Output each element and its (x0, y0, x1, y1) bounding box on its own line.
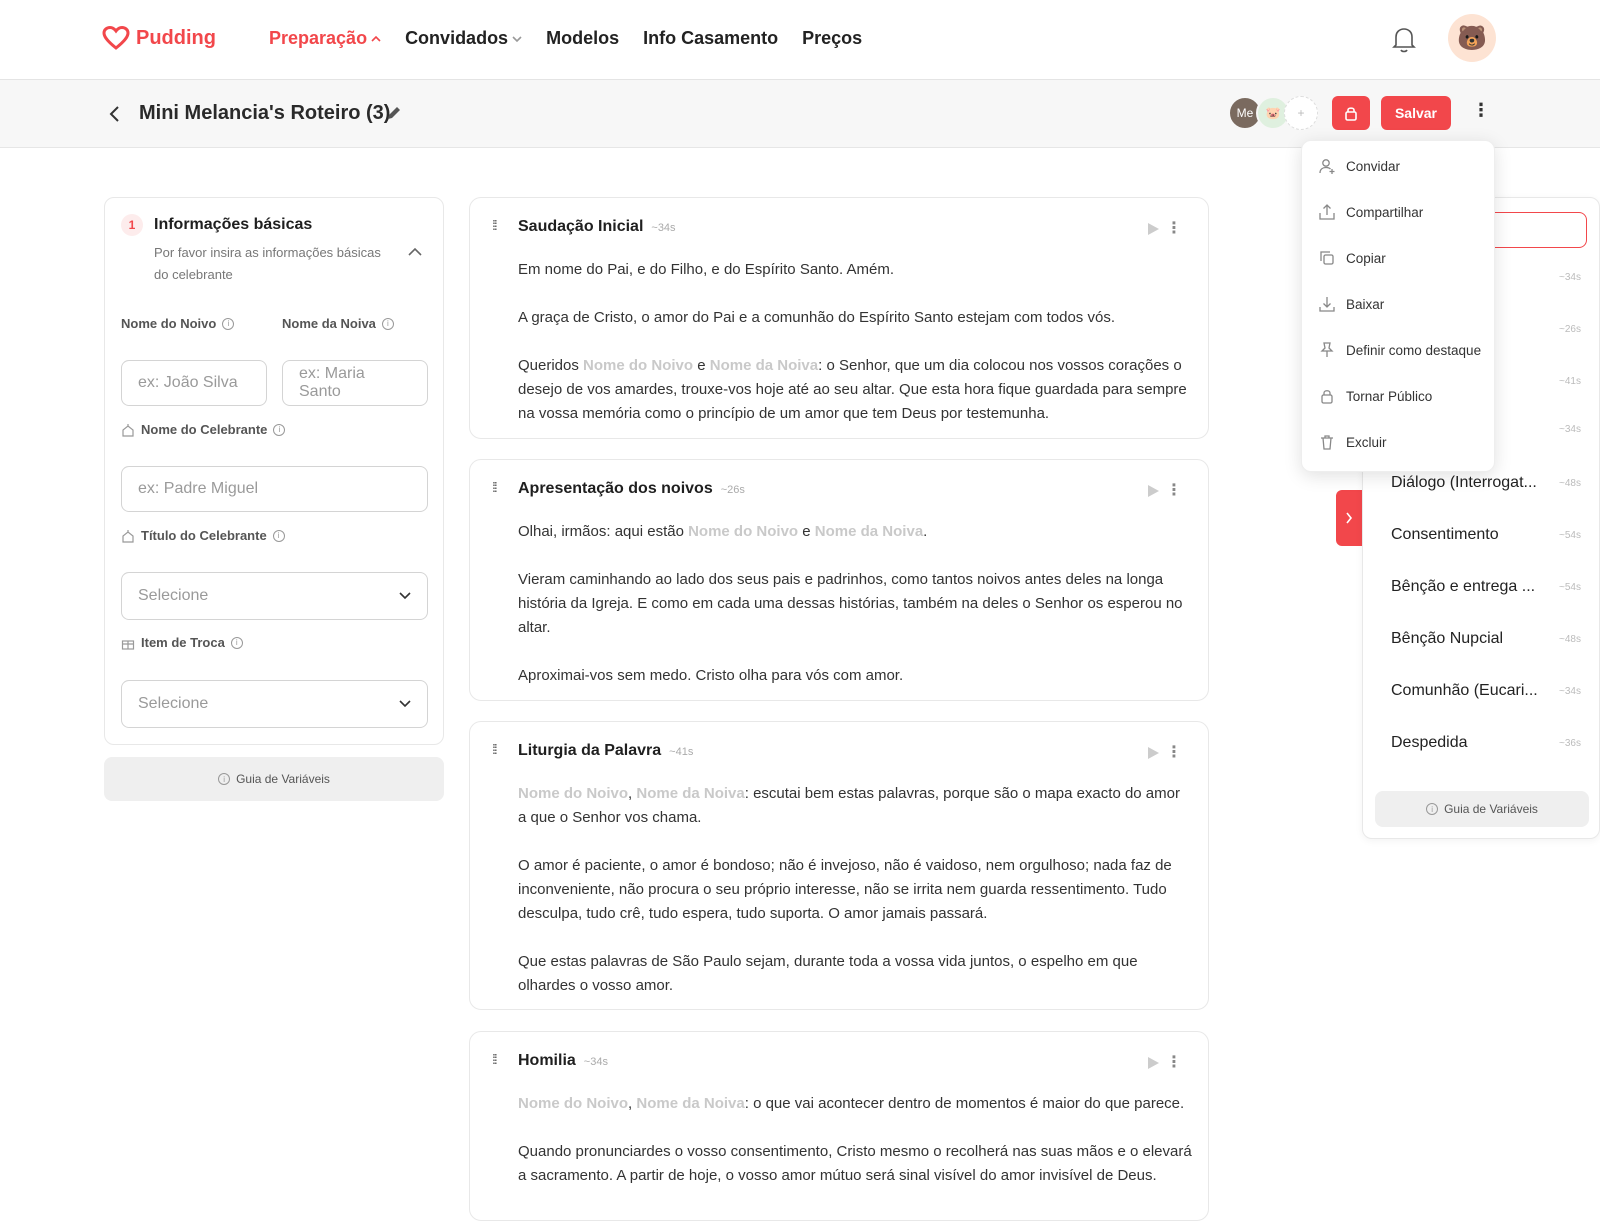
menu-label: Compartilhar (1346, 204, 1424, 220)
basic-info-card (104, 197, 444, 745)
outline-item[interactable] (1391, 578, 1581, 596)
outline-duration: ~41s (1559, 375, 1581, 387)
lock-button[interactable] (1332, 96, 1370, 130)
section-description: Por favor insira as informações básicas do celebrante (154, 245, 381, 282)
outline-label: Bênção e entrega ... (1391, 578, 1536, 595)
menu-item-compartilhar[interactable] (1318, 203, 1423, 221)
drag-handle-icon[interactable]: ⁞⁞ (492, 741, 496, 757)
main-nav (269, 28, 862, 49)
drag-handle-icon[interactable]: ⁞⁞ (492, 1051, 496, 1067)
variable-groom[interactable]: Nome do Noivo (583, 357, 694, 374)
variables-guide-button[interactable] (1375, 791, 1589, 827)
lock-icon (1344, 105, 1358, 121)
save-button[interactable]: Salvar (1381, 96, 1451, 130)
options-dropdown-menu (1301, 140, 1495, 472)
drag-handle-icon[interactable]: ⁞⁞ (492, 479, 496, 495)
menu-item-baixar[interactable] (1318, 295, 1384, 313)
section-title: Saudação Inicial (518, 218, 644, 235)
outline-item[interactable] (1391, 526, 1581, 544)
share-icon (1318, 203, 1336, 221)
info-icon[interactable]: i (273, 530, 285, 542)
trash-icon (1318, 433, 1336, 451)
section-header (518, 218, 676, 236)
edit-pencil-icon[interactable] (386, 105, 402, 126)
paragraph: Que estas palavras de São Paulo sejam, durante toda a vossa vida juntos, o espelho em que olhardes o vosso amor. (518, 953, 1138, 994)
paragraph: Em nome do Pai, e do Filho, e do Espírito Santo. Amém. (518, 261, 895, 278)
nav-info-casamento[interactable]: Info Casamento (643, 28, 779, 48)
outline-label: Despedida (1391, 734, 1468, 751)
nav-modelos[interactable]: Modelos (546, 28, 620, 48)
bell-icon[interactable] (1390, 24, 1418, 59)
user-avatar[interactable] (1448, 14, 1496, 62)
section-duration: ~34s (651, 222, 676, 234)
select-value: Selecione (138, 587, 209, 604)
user-plus-icon (1318, 157, 1336, 175)
text: , (628, 1095, 637, 1112)
document-title: Mini Melancia's Roteiro (3) (139, 102, 391, 124)
groom-label (121, 316, 234, 331)
add-collaborator-button[interactable]: + (1284, 96, 1318, 130)
drag-handle-icon[interactable]: ⁞⁞ (492, 217, 496, 233)
variable-bride[interactable]: Nome da Noiva (636, 1095, 745, 1112)
outline-duration: ~48s (1559, 633, 1581, 645)
paragraph: Vieram caminhando ao lado dos seus pais e padrinhos, como tantos noivos antes deles na longa história da Igreja. E como em cada uma dessas histórias, também na deles o Senhor os esperou no altar. (518, 571, 1183, 636)
section-title: Informações básicas (154, 216, 313, 233)
more-options-icon[interactable]: ⋮ (1166, 220, 1182, 237)
menu-item-convidar[interactable] (1318, 157, 1400, 175)
menu-item-tornar-publico[interactable] (1318, 387, 1432, 405)
collaborator-me[interactable]: Me (1228, 96, 1262, 130)
paragraph (518, 782, 1192, 830)
menu-label: Convidar (1346, 158, 1401, 174)
section-title: Apresentação dos noivos (518, 480, 713, 497)
paragraph (518, 1092, 1192, 1116)
nav-label: Convidados (405, 28, 509, 48)
section-header (518, 480, 745, 498)
play-icon[interactable] (1146, 484, 1160, 503)
groom-label-text: Nome do Noivo (121, 316, 217, 331)
info-icon[interactable]: i (222, 318, 234, 330)
script-section-card (469, 1031, 1209, 1221)
more-options-icon[interactable]: ⋮ (1166, 744, 1182, 761)
text: : o Senhor, que um dia colocou nos vossos corações o desejo de vos amardes, trouxe-vos hoje até ao seu altar. Que esta hora fique guardada para sempre na vossa memória como o princípio de um amor que tem Deus por testemunha. (518, 357, 1187, 422)
script-section-card (469, 721, 1209, 1010)
variable-bride[interactable]: Nome da Noiva (709, 357, 819, 374)
exchange-item-label-text: Item de Troca (141, 635, 225, 650)
document-header (0, 80, 1600, 148)
paragraph: A graça de Cristo, o amor do Pai e a comunhão do Espírito Santo estejam com todos vós. (518, 309, 1115, 326)
brand-logo[interactable] (102, 26, 216, 50)
info-icon[interactable]: i (382, 318, 394, 330)
text: Queridos (518, 357, 584, 374)
chevron-down-icon (399, 700, 411, 708)
celebrant-name-input[interactable]: ex: Padre Miguel (121, 466, 428, 512)
celebrant-label (121, 422, 285, 437)
brand-name: Pudding (136, 26, 216, 49)
section-text (518, 1092, 1192, 1212)
outline-item[interactable] (1391, 630, 1581, 648)
section-title: Homilia (518, 1052, 576, 1069)
paragraph: Aproximai-vos sem medo. Cristo olha para vós com amor. (518, 667, 904, 684)
paragraph (518, 520, 1192, 544)
variable-bride[interactable]: Nome da Noiva (636, 785, 745, 802)
nav-convidados[interactable] (405, 28, 522, 49)
celebrant-title-label (121, 528, 285, 543)
outline-label: Diálogo (Interrogat... (1391, 474, 1537, 491)
play-icon[interactable] (1146, 746, 1160, 765)
nav-precos[interactable]: Preços (802, 28, 863, 48)
outline-duration: ~34s (1559, 424, 1581, 435)
menu-label: Copiar (1346, 250, 1386, 266)
section-text (518, 782, 1192, 1022)
outline-duration: ~48s (1559, 477, 1581, 489)
guide-label: Guia de Variáveis (236, 772, 330, 786)
text: , (628, 785, 637, 802)
paragraph: O amor é paciente, o amor é bondoso; não é invejoso, não é vaidoso, nem orgulhoso; nada faz de inconveniente, não procura o seu próprio interesse, não se irrita nem guarda ressentimento. Tudo desculpa, tudo crê, tudo espera, tudo suporta. O amor jamais passará. (518, 857, 1172, 922)
outline-duration: ~34s (1559, 271, 1581, 283)
section-text (518, 520, 1192, 712)
variable-groom[interactable]: Nome do Noivo (518, 785, 629, 802)
outline-item[interactable] (1391, 682, 1581, 700)
section-duration: ~41s (669, 746, 694, 758)
text: e (693, 357, 710, 374)
outline-duration: ~34s (1559, 685, 1581, 697)
download-icon (1318, 295, 1336, 313)
section-title: Liturgia da Palavra (518, 742, 662, 759)
text: : o que vai acontecer dentro de momentos é maior do que parece. (744, 1095, 1185, 1112)
script-section-card (469, 459, 1209, 701)
outline-duration: ~26s (1559, 323, 1581, 335)
section-header (518, 742, 693, 760)
chevron-right-icon (1345, 512, 1353, 524)
section-header (518, 1052, 608, 1070)
outline-duration: ~36s (1559, 737, 1581, 749)
section-duration: ~34s (583, 1056, 608, 1068)
menu-item-excluir[interactable] (1318, 433, 1387, 451)
text: e (798, 523, 815, 540)
text: . (923, 523, 928, 540)
celebrant-title-select[interactable] (121, 572, 428, 620)
celebrant-title-label-text: Título do Celebrante (141, 528, 267, 543)
variables-guide-button[interactable] (104, 757, 444, 801)
info-icon: i (1426, 803, 1438, 815)
outline-item[interactable] (1391, 734, 1581, 752)
pig-avatar-icon: 🐷 (1265, 106, 1281, 120)
lock-icon (1318, 387, 1336, 405)
info-icon[interactable]: i (273, 424, 285, 436)
exchange-item-label (121, 635, 243, 650)
section-duration: ~26s (720, 484, 745, 496)
step-number: 1 (121, 214, 143, 236)
info-icon: i (218, 773, 230, 785)
celebrant-label-text: Nome do Celebrante (141, 422, 268, 437)
menu-item-destaque[interactable] (1318, 341, 1481, 359)
panel-toggle-button[interactable] (1336, 490, 1362, 546)
menu-label: Baixar (1346, 296, 1385, 312)
menu-label: Excluir (1346, 434, 1387, 450)
bride-label-text: Nome da Noiva (282, 316, 376, 331)
guide-label: Guia de Variáveis (1444, 802, 1538, 816)
play-icon[interactable] (1146, 1056, 1160, 1075)
collaborators (1228, 96, 1318, 130)
church-icon (121, 529, 135, 543)
groom-name-input[interactable]: ex: João Silva (121, 360, 267, 406)
outline-label: Comunhão (Eucari... (1391, 682, 1538, 699)
more-options-icon[interactable]: ⋮ (1166, 482, 1182, 499)
chevron-up-icon (371, 35, 381, 43)
menu-label: Tornar Público (1346, 388, 1433, 404)
outline-label: Bênção Nupcial (1391, 630, 1504, 647)
variable-groom[interactable]: Nome do Noivo (518, 1095, 629, 1112)
outline-label: Consentimento (1391, 526, 1499, 543)
chevron-down-icon (512, 35, 522, 43)
bride-name-input[interactable]: ex: Maria Santo (282, 360, 428, 406)
copy-icon (1318, 249, 1336, 267)
pin-icon (1318, 341, 1336, 359)
script-section-card (469, 197, 1209, 439)
outline-item[interactable] (1391, 474, 1581, 492)
paragraph: Quando pronunciardes o vosso consentimento, Cristo mesmo o recolherá nas suas mãos e o elevará a sacramento. A partir de hoje, o vosso amor mútuo será sinal visível do amor invisível de Deus. (518, 1143, 1192, 1184)
bride-label (282, 316, 394, 331)
text: Olhai, irmãos: aqui estão (518, 523, 689, 540)
variable-bride[interactable]: Nome da Noiva (814, 523, 924, 540)
variable-groom[interactable]: Nome do Noivo (688, 523, 799, 540)
outline-duration: ~54s (1559, 581, 1581, 593)
outline-duration: ~54s (1559, 529, 1581, 541)
chevron-down-icon (399, 592, 411, 600)
play-icon[interactable] (1146, 222, 1160, 241)
exchange-item-select[interactable] (121, 680, 428, 728)
menu-item-copiar[interactable] (1318, 249, 1386, 267)
section-text (518, 258, 1192, 450)
back-arrow-icon[interactable] (108, 104, 122, 129)
gift-icon (121, 636, 135, 650)
select-value: Selecione (138, 695, 209, 712)
church-icon (121, 423, 135, 437)
paragraph (518, 354, 1192, 426)
text: : escutai bem estas palavras, porque são o mapa exacto do amor a que o Senhor vos chama. (518, 785, 1180, 826)
more-options-icon[interactable]: ⋮ (1472, 100, 1490, 120)
top-navbar (0, 0, 1600, 80)
nav-label: Preparação (269, 28, 368, 48)
menu-label: Definir como destaque (1346, 342, 1482, 358)
more-options-icon[interactable]: ⋮ (1166, 1054, 1182, 1071)
bear-avatar-icon: 🐻 (1457, 24, 1487, 52)
chevron-up-icon[interactable] (407, 244, 423, 262)
nav-preparacao[interactable] (269, 28, 381, 49)
info-icon[interactable]: i (231, 637, 243, 649)
heart-logo-icon (102, 26, 130, 50)
